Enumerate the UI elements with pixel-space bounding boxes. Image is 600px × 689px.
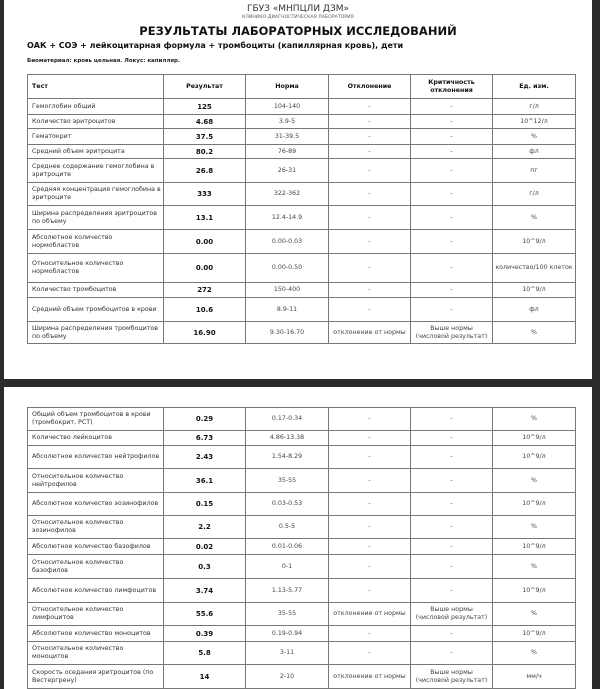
table-row bbox=[28, 115, 576, 129]
result-value: 10.6 bbox=[164, 298, 246, 322]
table-row bbox=[28, 206, 576, 230]
table-row bbox=[28, 642, 576, 665]
reference-range: 3-11 bbox=[246, 642, 329, 665]
reference-range: 0.03-0.53 bbox=[246, 493, 329, 516]
reference-range: 322-362 bbox=[246, 183, 329, 206]
reference-range: 1.13-5.77 bbox=[246, 579, 329, 603]
unit: 10^9/л bbox=[493, 626, 576, 642]
biomaterial-info: Биоматериал: кровь цельная. Локус: капилляр. bbox=[27, 58, 181, 64]
test-name: Средний объем эритроцита bbox=[28, 145, 164, 159]
reference-range: 12.4-14.9 bbox=[246, 206, 329, 230]
reference-range: 31-39.5 bbox=[246, 129, 329, 145]
reference-range: 0.00-0.50 bbox=[246, 254, 329, 283]
test-name: Средняя концентрация гемоглобина в эритроците bbox=[28, 183, 164, 206]
criticality: - bbox=[411, 579, 493, 603]
table-row bbox=[28, 603, 576, 626]
test-name: Абсолютное количество эозинофилов bbox=[28, 493, 164, 516]
deviation: - bbox=[329, 539, 411, 555]
test-name: Относительное количество эозинофилов bbox=[28, 516, 164, 539]
result-value: 2.2 bbox=[164, 516, 246, 539]
deviation: - bbox=[329, 115, 411, 129]
unit: 10^9/л bbox=[493, 230, 576, 254]
unit: % bbox=[493, 516, 576, 539]
unit: г/л bbox=[493, 183, 576, 206]
table-row bbox=[28, 579, 576, 603]
column-header-test: Тест bbox=[28, 75, 164, 99]
criticality: - bbox=[411, 626, 493, 642]
test-name: Абсолютное количество нейтрофилов bbox=[28, 446, 164, 469]
test-name: Относительное количество лимфоцитов bbox=[28, 603, 164, 626]
table-row bbox=[28, 665, 576, 689]
result-value: 26.8 bbox=[164, 159, 246, 183]
unit: фл bbox=[493, 298, 576, 322]
result-value: 0.15 bbox=[164, 493, 246, 516]
column-header-criticality: Критичность отклонения bbox=[411, 75, 493, 99]
result-value: 4.68 bbox=[164, 115, 246, 129]
table-row bbox=[28, 431, 576, 446]
organization-name: ГБУЗ «МНПЦЛИ ДЗМ» bbox=[246, 4, 349, 14]
test-name: Ширина распределения тромбоцитов по объему bbox=[28, 322, 164, 344]
table-row bbox=[28, 129, 576, 145]
result-value: 14 bbox=[164, 665, 246, 689]
table-header-row bbox=[28, 75, 576, 99]
table-row bbox=[28, 145, 576, 159]
reference-range: 35-55 bbox=[246, 469, 329, 493]
test-name: Гематокрит bbox=[28, 129, 164, 145]
result-value: 0.00 bbox=[164, 230, 246, 254]
deviation: - bbox=[329, 516, 411, 539]
unit: 10^9/л bbox=[493, 446, 576, 469]
table-row bbox=[28, 159, 576, 183]
test-name: Скорость оседания эритроцитов (по Вестергрену) bbox=[28, 665, 164, 689]
test-name: Абсолютное количество лимфоцитов bbox=[28, 579, 164, 603]
deviation: - bbox=[329, 446, 411, 469]
criticality: - bbox=[411, 99, 493, 115]
result-value: 0.02 bbox=[164, 539, 246, 555]
table-row bbox=[28, 408, 576, 431]
reference-range: 35-55 bbox=[246, 603, 329, 626]
criticality: - bbox=[411, 230, 493, 254]
result-value: 0.00 bbox=[164, 254, 246, 283]
test-name: Количество лейкоцитов bbox=[28, 431, 164, 446]
deviation: - bbox=[329, 642, 411, 665]
criticality: - bbox=[411, 283, 493, 298]
deviation: отклонение от нормы bbox=[329, 665, 411, 689]
deviation: - bbox=[329, 206, 411, 230]
result-value: 16.90 bbox=[164, 322, 246, 344]
table-row bbox=[28, 298, 576, 322]
column-header-norm: Норма bbox=[246, 75, 329, 99]
criticality: - bbox=[411, 469, 493, 493]
test-name: Среднее содержание гемоглобина в эритроците bbox=[28, 159, 164, 183]
result-value: 2.43 bbox=[164, 446, 246, 469]
results-table-page-2 bbox=[27, 407, 576, 689]
criticality: Выше нормы (числовой результат) bbox=[411, 603, 493, 626]
result-value: 0.29 bbox=[164, 408, 246, 431]
result-value: 333 bbox=[164, 183, 246, 206]
criticality: - bbox=[411, 555, 493, 579]
table-row bbox=[28, 493, 576, 516]
unit: 10^12/л bbox=[493, 115, 576, 129]
deviation: - bbox=[329, 129, 411, 145]
deviation: - bbox=[329, 254, 411, 283]
result-value: 272 bbox=[164, 283, 246, 298]
criticality: - bbox=[411, 446, 493, 469]
reference-range: 104-140 bbox=[246, 99, 329, 115]
table-row bbox=[28, 626, 576, 642]
deviation: - bbox=[329, 431, 411, 446]
table-row bbox=[28, 516, 576, 539]
result-value: 125 bbox=[164, 99, 246, 115]
criticality: - bbox=[411, 539, 493, 555]
criticality: Выше нормы (числовой результат) bbox=[411, 322, 493, 344]
test-name: Средний объем тромбоцитов в крови bbox=[28, 298, 164, 322]
test-panel-name: ОАК + СОЭ + лейкоцитарная формула + тромбоциты (капиллярная кровь), дети bbox=[27, 41, 404, 50]
criticality: - bbox=[411, 431, 493, 446]
deviation: - bbox=[329, 298, 411, 322]
test-name: Количество тромбоцитов bbox=[28, 283, 164, 298]
reference-range: 8.9-11 bbox=[246, 298, 329, 322]
table-row bbox=[28, 539, 576, 555]
table-row bbox=[28, 283, 576, 298]
report-title: РЕЗУЛЬТАТЫ ЛАБОРАТОРНЫХ ИССЛЕДОВАНИЙ bbox=[139, 24, 457, 38]
deviation: - bbox=[329, 183, 411, 206]
unit: 10^9/л bbox=[493, 431, 576, 446]
test-name: Абсолютное количество нормобластов bbox=[28, 230, 164, 254]
unit: 10^9/л bbox=[493, 283, 576, 298]
unit: 10^9/л bbox=[493, 539, 576, 555]
test-name: Ширина распределения эритроцитов по объему bbox=[28, 206, 164, 230]
column-header-unit: Ед. изм. bbox=[493, 75, 576, 99]
criticality: - bbox=[411, 129, 493, 145]
deviation: - bbox=[329, 408, 411, 431]
reference-range: 4.86-13.38 bbox=[246, 431, 329, 446]
reference-range: 1.54-8.29 bbox=[246, 446, 329, 469]
column-header-deviation: Отклонение bbox=[329, 75, 411, 99]
test-name: Общий объем тромбоцитов в крови (тромбокрит, PCT) bbox=[28, 408, 164, 431]
result-value: 5.8 bbox=[164, 642, 246, 665]
deviation: - bbox=[329, 493, 411, 516]
table-row bbox=[28, 555, 576, 579]
table-row bbox=[28, 469, 576, 493]
unit: % bbox=[493, 206, 576, 230]
criticality: - bbox=[411, 115, 493, 129]
result-value: 36.1 bbox=[164, 469, 246, 493]
criticality: - bbox=[411, 145, 493, 159]
unit: % bbox=[493, 642, 576, 665]
deviation: - bbox=[329, 555, 411, 579]
test-name: Относительное количество нейтрофилов bbox=[28, 469, 164, 493]
unit: % bbox=[493, 555, 576, 579]
reference-range: 26-31 bbox=[246, 159, 329, 183]
department-name: КЛИНИКО-ДИАГНОСТИЧЕСКАЯ ЛАБОРАТОРИЯ bbox=[242, 15, 354, 20]
test-name: Количество эритроцитов bbox=[28, 115, 164, 129]
table-row bbox=[28, 230, 576, 254]
deviation: - bbox=[329, 283, 411, 298]
criticality: - bbox=[411, 206, 493, 230]
reference-range: 76-89 bbox=[246, 145, 329, 159]
result-value: 37.5 bbox=[164, 129, 246, 145]
deviation: отклонение от нормы bbox=[329, 603, 411, 626]
deviation: - bbox=[329, 159, 411, 183]
report-page-2 bbox=[4, 387, 592, 689]
criticality: - bbox=[411, 254, 493, 283]
table-row bbox=[28, 99, 576, 115]
unit: % bbox=[493, 322, 576, 344]
table-row bbox=[28, 446, 576, 469]
unit: пг bbox=[493, 159, 576, 183]
unit: % bbox=[493, 603, 576, 626]
deviation: отклонение от нормы bbox=[329, 322, 411, 344]
deviation: - bbox=[329, 469, 411, 493]
test-name: Относительное количество базофилов bbox=[28, 555, 164, 579]
deviation: - bbox=[329, 626, 411, 642]
test-name: Относительное количество моноцитов bbox=[28, 642, 164, 665]
reference-range: 0.01-0.06 bbox=[246, 539, 329, 555]
deviation: - bbox=[329, 579, 411, 603]
reference-range: 9.30-16.70 bbox=[246, 322, 329, 344]
test-name: Абсолютное количество моноцитов bbox=[28, 626, 164, 642]
result-value: 6.73 bbox=[164, 431, 246, 446]
table-row bbox=[28, 322, 576, 344]
test-name: Относительное количество нормобластов bbox=[28, 254, 164, 283]
criticality: - bbox=[411, 298, 493, 322]
result-value: 0.39 bbox=[164, 626, 246, 642]
criticality: - bbox=[411, 408, 493, 431]
criticality: - bbox=[411, 642, 493, 665]
column-header-result: Результат bbox=[164, 75, 246, 99]
criticality: - bbox=[411, 183, 493, 206]
result-value: 80.2 bbox=[164, 145, 246, 159]
unit: г/л bbox=[493, 99, 576, 115]
test-name: Абсолютное количество базофилов bbox=[28, 539, 164, 555]
reference-range: 0.17-0.34 bbox=[246, 408, 329, 431]
criticality: - bbox=[411, 516, 493, 539]
reference-range: 3.9-5 bbox=[246, 115, 329, 129]
criticality: Выше нормы (числовой результат) bbox=[411, 665, 493, 689]
results-table-page-1 bbox=[27, 74, 576, 344]
criticality: - bbox=[411, 159, 493, 183]
reference-range: 0.19-0.94 bbox=[246, 626, 329, 642]
unit: % bbox=[493, 129, 576, 145]
unit: количество/100 клеток bbox=[493, 254, 576, 283]
unit: % bbox=[493, 408, 576, 431]
deviation: - bbox=[329, 230, 411, 254]
reference-range: 150-400 bbox=[246, 283, 329, 298]
unit: 10^9/л bbox=[493, 493, 576, 516]
unit: фл bbox=[493, 145, 576, 159]
result-value: 55.6 bbox=[164, 603, 246, 626]
report-page-1 bbox=[4, 0, 592, 379]
result-value: 13.1 bbox=[164, 206, 246, 230]
deviation: - bbox=[329, 145, 411, 159]
table-row bbox=[28, 254, 576, 283]
result-value: 3.74 bbox=[164, 579, 246, 603]
unit: мм/ч bbox=[493, 665, 576, 689]
test-name: Гемоглобин общий bbox=[28, 99, 164, 115]
reference-range: 0.00-0.03 bbox=[246, 230, 329, 254]
reference-range: 0-1 bbox=[246, 555, 329, 579]
result-value: 0.3 bbox=[164, 555, 246, 579]
criticality: - bbox=[411, 493, 493, 516]
unit: 10^9/л bbox=[493, 579, 576, 603]
reference-range: 2-10 bbox=[246, 665, 329, 689]
table-row bbox=[28, 183, 576, 206]
reference-range: 0.5-5 bbox=[246, 516, 329, 539]
unit: % bbox=[493, 469, 576, 493]
deviation: - bbox=[329, 99, 411, 115]
